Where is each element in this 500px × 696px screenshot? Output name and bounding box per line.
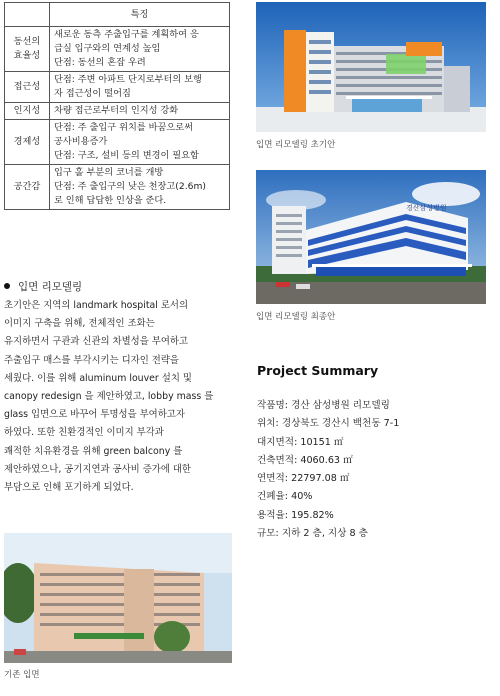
- paragraph-line: 부담으로 인해 포기하게 되었다.: [4, 482, 134, 494]
- paragraph-line: 쾌적한 치유환경을 위해 green balcony 를: [4, 445, 183, 457]
- table-row: [5, 120, 230, 165]
- summary-item: 규모: 지하 2 층, 지상 8 층: [257, 528, 368, 540]
- description-line: 단점: 주변 아파트 단지로부터의 보행: [54, 74, 202, 85]
- paragraph-line: 초기안은 지역의 landmark hospital 로서의: [4, 300, 189, 311]
- category-line: 경제성: [13, 136, 41, 147]
- description-line: 로 인해 답답한 인상을 준다.: [54, 195, 167, 206]
- description-line: 단점: 구조, 설비 등의 변경이 필요함: [54, 150, 199, 161]
- summary-item: 용적율: 195.82%: [257, 509, 334, 521]
- paragraph-line: 주출입구 매스를 부각시키는 디자인 전략을: [4, 354, 179, 366]
- summary-item: 대지면적: 10151 ㎡: [257, 436, 344, 448]
- table-row: [5, 103, 230, 120]
- description-line: 단점: 주 출입구 위치를 바꿈으로써: [54, 122, 194, 133]
- caption-existing-facade: 기존 입면: [4, 670, 40, 680]
- row-category: [5, 72, 50, 103]
- category-line: 접근성: [13, 81, 41, 92]
- category-line: 공간감: [13, 181, 41, 192]
- summary-item: 건폐율: 40%: [257, 491, 313, 503]
- paragraph-line: 하였다. 또한 친환경적인 이미지 부각과: [4, 427, 164, 439]
- description-line: 자 접근성이 떨어짐: [54, 88, 131, 99]
- row-description: [50, 120, 230, 165]
- description-line: 단점: 주 출입구의 낮은 천장고(2.6m): [54, 181, 207, 192]
- caption-final-remodel: 입면 리모델링 최종안: [256, 312, 336, 322]
- initial-remodel-render: [256, 2, 486, 132]
- description-line: 새로운 동측 주출입구를 계획하여 응: [54, 29, 199, 40]
- row-category: [5, 103, 50, 120]
- row-description: [50, 27, 230, 72]
- summary-item: 건축면적: 4060.63 ㎡: [257, 454, 353, 466]
- category-line: 동선의: [13, 36, 41, 47]
- row-category: [5, 27, 50, 72]
- row-description: [50, 103, 230, 120]
- table-row: [5, 72, 230, 103]
- description-line: 단점: 동선의 혼잡 우려: [54, 57, 146, 68]
- bullet-icon: [4, 283, 10, 289]
- caption-initial-remodel: 입면 리모델링 초기안: [256, 140, 336, 150]
- paragraph-line: glass 입면으로 바꾸어 투명성을 부여하고자: [4, 409, 185, 421]
- paragraph-line: 제안하였으나, 공기지연과 공사비 증가에 대한: [4, 463, 191, 475]
- table-row: [5, 27, 230, 72]
- summary-item: 연면적: 22797.08 ㎡: [257, 473, 350, 485]
- row-description: [50, 72, 230, 103]
- paragraph-line: canopy redesign 을 제안하였고, lobby mass 를: [4, 391, 214, 403]
- row-category: [5, 165, 50, 210]
- paragraph-line: 유지하면서 구관과 신관의 차별성을 부여하고: [4, 336, 188, 348]
- table-row: [5, 165, 230, 210]
- summary-item: 작품명: 경산 삼성병원 리모델링: [257, 400, 390, 411]
- hospital-sign-text: 경산삼성병원: [406, 204, 447, 212]
- description-line: 차량 접근로부터의 인지성 강화: [54, 105, 179, 116]
- remodel-description: [4, 297, 240, 497]
- project-summary-title: Project Summary: [257, 363, 379, 378]
- summary-item: 위치: 경상북도 경산시 백천동 7-1: [257, 418, 400, 430]
- row-description: [50, 165, 230, 210]
- project-summary-list: [257, 397, 399, 543]
- row-category: [5, 120, 50, 165]
- description-line: 공사비용증가: [54, 136, 108, 147]
- paragraph-line: 이미지 구축을 위해, 전체적인 조화는: [4, 318, 155, 330]
- category-line: 인지성: [13, 105, 41, 116]
- existing-facade-photo: [4, 533, 232, 663]
- description-line: 급실 입구와의 연계성 높임: [54, 43, 161, 54]
- paragraph-line: 세웠다. 이를 위해 aluminum louver 설치 및: [4, 372, 192, 384]
- table-header-features: 특징: [50, 3, 230, 27]
- features-table: [4, 2, 230, 210]
- final-remodel-render: [256, 170, 486, 304]
- description-line: 입구 홀 부분의 코너를 개방: [54, 167, 164, 178]
- section-heading: 입면 리모델링: [4, 279, 82, 294]
- category-line: 효율성: [13, 50, 41, 61]
